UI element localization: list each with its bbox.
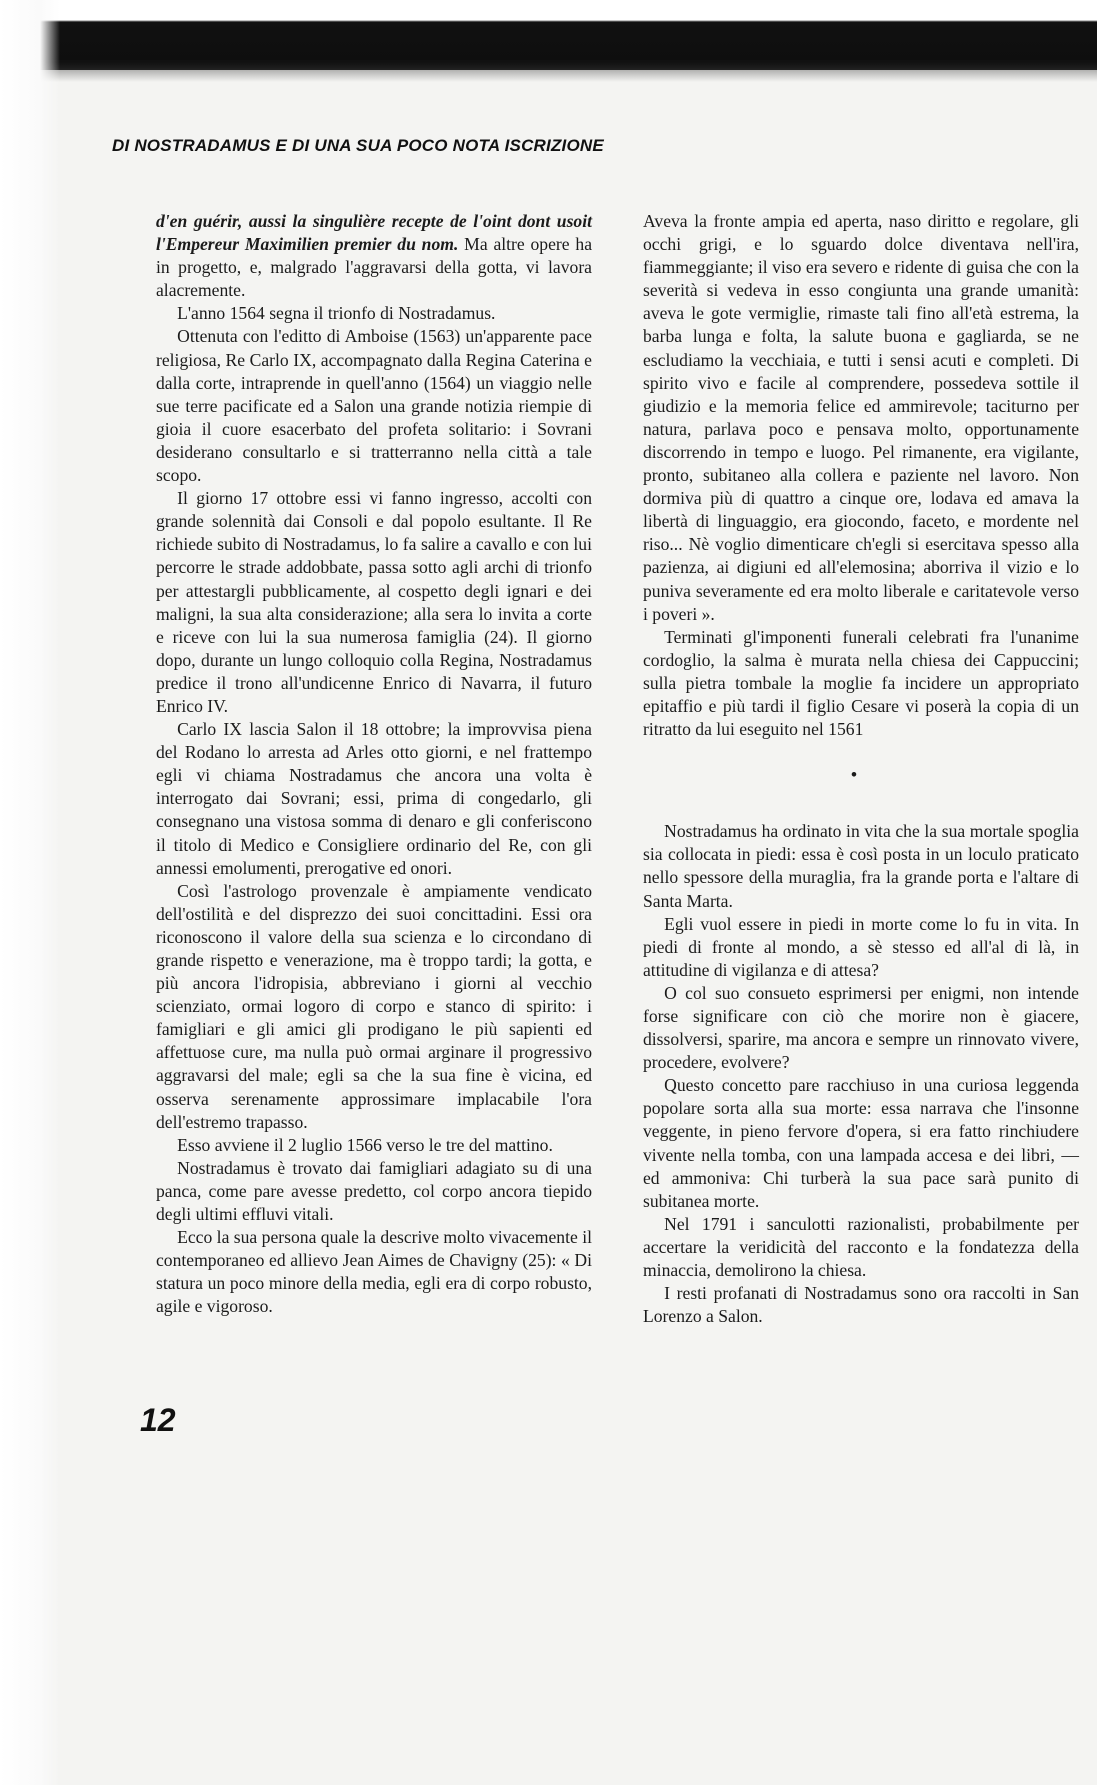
right-paragraph-1: Aveva la fronte ampia ed aperta, naso diritto e regolare, gli occhi grigi, e lo sguardo dolce diventava nell'ira, fiammeggiante; il viso era severo e ridente di guisa che con la severità si vedeva in esso congiunta una grande umanità: aveva le gote vermiglie, rimaste tali fino all'età estrema, la barba lunga e folta, la salute buona e gagliarda, se ne escludiamo la vecchiaia, e tutti i sensi acuti e completi. Di spirito vivo e facile al comprendere, possedeva sottile il giudizio e la memoria felice ed ammirevole; taciturno per natura, parlava poco e pensava molto, opportunamente discorrendo in tempo e luogo. Pel rimanente, era vigilante, pronto, subitaneo alla collera e paziente nel lavoro. Non dormiva più di quattro a cinque ore, lodava ed amava la libertà di linguaggio, era giocondo, faceto, e mordente nel riso... Nè voglio dimenticare ch'egli si esercitava spesso alla pazienza, ai digiuni ed all'elemosina; aborriva il vizio e lo puniva severamente ed era molto liberale e caritatevole verso i poveri ». [643, 211, 1079, 624]
italic-citation: d'en guérir, aussi la singulière recepte de l'oint dont usoit l'Empereur Maximilien premier du nom. [156, 211, 592, 255]
scan-shadow [0, 60, 1097, 82]
right-paragraph-7: Nel 1791 i sanculotti razionalisti, probabilmente per accertare la veridicità del racconto e la fondatezza della minaccia, demolirono la chiesa. [643, 1213, 1079, 1281]
right-paragraph-5: O col suo consueto esprimersi per enigmi, non intende forse significare con ciò che morire non è giacere, dissolversi, sparire, ma ancora e sempre un rinnovato vivere, procedere, evolvere? [643, 982, 1079, 1073]
left-paragraph-2: L'anno 1564 segna il trionfo di Nostradamus. [177, 303, 496, 324]
left-column [156, 210, 592, 1319]
paragraph-continuation: Ma altre opere ha in progetto, e, malgrado l'aggravarsi della gotta, vi lavora alacremente. [156, 234, 592, 301]
left-paragraph-1 [156, 210, 592, 302]
right-paragraph-3: Nostradamus ha ordinato in vita che la sua mortale spoglia sia collocata in piedi: essa è così posta in un loculo praticato nello spessore della muraglia, fra la grande porta e l'altare di Santa Marta. [643, 821, 1079, 911]
right-paragraph-8: I resti profanati di Nostradamus sono ora raccolti in San Lorenzo a Salon. [643, 1283, 1079, 1327]
page-number: 12 [140, 1402, 176, 1438]
left-paragraph-9: Ecco la sua persona quale la descrive molto vivacemente il contemporaneo ed allievo Jean Aimes de Chavigny (25): « Di statura un poco minore della media, egli era di corpo robusto, agile e vigoroso. [156, 1227, 592, 1317]
right-column [643, 210, 1079, 1328]
left-paragraph-4: Il giorno 17 ottobre essi vi fanno ingresso, accolti con grande solennità dai Consoli e dal popolo esultante. Il Re richiede subito di Nostradamus, lo fa salire a cavallo e con lui percorre le strade addobbate, passa sotto agli archi di trionfo per attestargli pubblicamente, al cospetto degli ignari e dei maligni, la sua alta considerazione; alla sera lo invita a corte e riceve con lui la sua numerosa famiglia (24). Il giorno dopo, durante un lungo colloquio colla Regina, Nostradamus predice il trono all'undicenne Enrico di Navarra, il futuro Enrico IV. [156, 488, 592, 716]
left-paragraph-5: Carlo IX lascia Salon il 18 ottobre; la improvvisa piena del Rodano lo arresta ad Arles otto giorni, e nel frattempo egli vi chiama Nostradamus che ancora una volta è interrogato dai Sovrani; essi, prima di congedarlo, gli consegnano una vistosa somma di denaro e gli conferiscono il titolo di Medico e Consigliere ordinario del Re, con gli annessi emolumenti, prerogative ed onori. [156, 719, 592, 878]
right-paragraph-4: Egli vuol essere in piedi in morte come lo fu in vita. In piedi di fronte al mondo, a sè stesso ed all'al di là, in attitudine di vigilanza e di attesa? [643, 913, 1079, 980]
section-separator: • [851, 765, 857, 785]
left-paragraph-6: Così l'astrologo provenzale è ampiamente vendicato dell'ostilità e del disprezzo dei suoi concittadini. Essi ora riconoscono il valore della sua scienza e lo circondano di grande rispetto e venerazione, ma è troppo tardi; la gotta, e più ancora l'idropisia, abbreviano i giorni al vecchio scienziato, ormai logoro di corpo e stanco di spirito: i famigliari e gli amici gli prodigano le più sapienti ed affettuose cure, ma nulla può ormai arginare il progressivo aggravarsi del male; egli sa che la sua fine è vicina, ed osserva serenamente approssimare implacabile l'ora dell'estremo trapasso. [156, 880, 592, 1132]
right-paragraph-6: Questo concetto pare racchiuso in una curiosa leggenda popolare sorta alla sua morte: essa narrava che l'insonne veggente, in pieno fervore d'opera, si era fatto rinchiudere vivente nella tomba, con una lampada accesa e dei libri, — ed ammoniva: Chi turberà la sua pace sarà punito di subitanea morte. [643, 1075, 1079, 1211]
left-paragraph-7: Esso avviene il 2 luglio 1566 verso le tre del mattino. [177, 1134, 553, 1155]
left-paragraph-8: Nostradamus è trovato dai famigliari adagiato su di una panca, come pare avesse predetto, col corpo ancora tiepido degli ultimi effluvi vitali. [156, 1157, 592, 1225]
scan-left-margin [0, 0, 60, 1785]
right-paragraph-2: Terminati gl'imponenti funerali celebrati fra l'unanime cordoglio, la salma è murata nella chiesa dei Cappuccini; sulla pietra tombale la moglie fa incidere un appropriato epitaffio e più tardi il figlio Cesare vi poserà la copia di un ritratto da lui eseguito nel 1561 [643, 626, 1079, 740]
left-paragraph-3: Ottenuta con l'editto di Amboise (1563) un'apparente pace religiosa, Re Carlo IX, accompagnato dalla Regina Caterina e dalla corte, intraprende in quell'anno (1564) un viaggio nelle sue terre pacificate ed a Salon una grande notizia riempie di gioia il cuore esacerbato del profeta solitario: i Sovrani desiderano consultarlo e si tratterranno nella città a tale scopo. [156, 326, 592, 486]
running-head: DI NOSTRADAMUS E DI UNA SUA POCO NOTA ISCRIZIONE [112, 136, 604, 155]
